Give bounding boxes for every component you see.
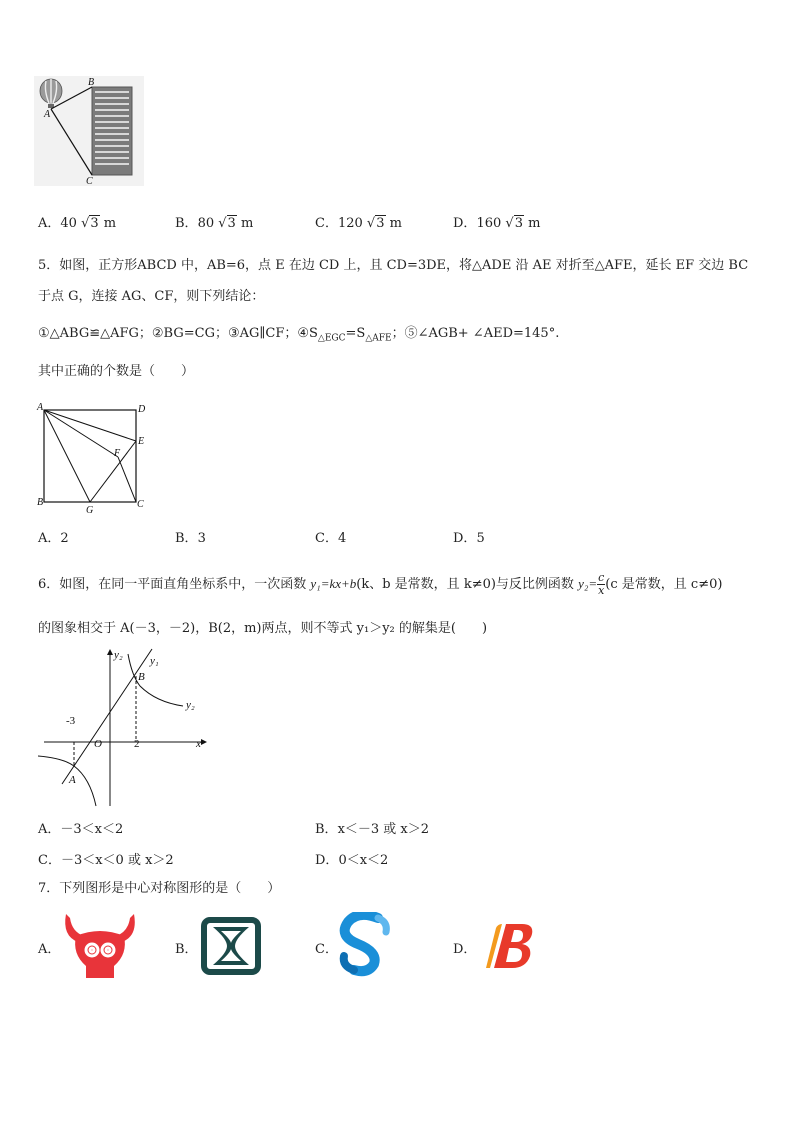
q4-option-b[interactable] — [175, 212, 253, 231]
q6-label-origin: O — [94, 738, 102, 750]
s-logo-icon[interactable] — [338, 912, 394, 982]
q6-stem-line1: 6．如图，在同一平面直角坐标系中，一次函数 y₁=kx+b(k、b 是常数，且 k≠0)与反比例函数 y₂= $\frac{c}{x}$ (c 是常数，且 c≠0) — [38, 571, 723, 597]
option-number: 80 — [197, 216, 215, 231]
q4-label-b: B — [88, 77, 95, 88]
option-number: 160 — [476, 216, 502, 231]
q4-option-a[interactable] — [38, 212, 116, 231]
q7-option-c-key[interactable]: C． — [315, 942, 338, 957]
line-y1 — [62, 649, 152, 784]
q4-label-a: A — [44, 109, 51, 120]
hyperbola-lower — [38, 756, 96, 806]
q5-stem-line2: 于点 G，连接 AG、CF，则下列结论： — [38, 289, 265, 304]
q5-option-b[interactable]: B．3 — [175, 531, 206, 546]
q6-label-x: x — [196, 738, 201, 750]
q5-label-d: D — [138, 404, 146, 415]
sqrt-icon: √ — [81, 216, 90, 231]
hourglass-icon[interactable] — [201, 917, 261, 975]
q5-statements: ①△ABG≌△AFG；②BG=CG；③AG∥CF；$④S_{\triangle EGC}=S_{\triangle AFE}$；⑤∠AGB+ ∠AED=145°. — [38, 326, 560, 344]
q7-option-b-key[interactable]: B． — [175, 942, 198, 957]
q6-graph — [38, 646, 213, 811]
q6-option-d[interactable]: D．0＜x＜2 — [315, 853, 389, 868]
q6-label-a: A — [69, 774, 76, 786]
q5-label-g: G — [86, 505, 94, 515]
q6-stem-line2: 的图象相交于 A(－3，－2)，B(2，m)两点，则不等式 y₁＞y₂ 的解集是( ) — [38, 621, 488, 636]
q7-option-d-key[interactable]: D． — [453, 942, 477, 957]
b-logo-icon[interactable] — [476, 920, 538, 972]
sqrt-icon: √ — [218, 216, 227, 231]
sqrt-icon: √ — [366, 216, 376, 231]
option-unit: m — [528, 216, 541, 231]
eq-linear: y₁=kx+b — [310, 576, 357, 591]
q6-option-a[interactable]: A．－3＜x＜2 — [38, 822, 124, 837]
q6-label-y2: y₂ — [186, 699, 195, 711]
building — [92, 87, 132, 175]
q5-option-d[interactable]: D．5 — [453, 531, 485, 546]
q6-option-b[interactable]: B．x＜－3 或 x＞2 — [315, 822, 430, 837]
option-key: D． — [453, 216, 477, 231]
radicand: 3 — [227, 216, 236, 231]
q6-label-b: B — [138, 671, 145, 683]
option-key: B． — [175, 216, 198, 231]
radicand: 3 — [514, 216, 523, 231]
q5-option-c[interactable]: C．4 — [315, 531, 347, 546]
fraction: $\frac{c}{x}$ — [598, 571, 605, 597]
eq-reciprocal-lhs: y₂= — [578, 576, 598, 591]
q7-stem: 7．下列图形是中心对称图形的是（ ） — [38, 881, 281, 896]
option-unit: m — [103, 216, 117, 231]
q5-label-e: E — [138, 436, 145, 447]
q5-question: 其中正确的个数是（ ） — [38, 364, 195, 379]
option-number: 40 — [60, 216, 77, 231]
radicand: 3 — [376, 216, 385, 231]
option-unit: m — [240, 216, 254, 231]
q5-label-a: A — [37, 402, 44, 413]
q4-option-c[interactable] — [315, 212, 402, 231]
option-number: 120 — [337, 216, 363, 231]
option-unit: m — [389, 216, 402, 231]
q4-figure — [34, 76, 144, 186]
ox-head-icon[interactable] — [62, 914, 138, 980]
q5-label-c: C — [137, 499, 144, 510]
q6-label-y1: y₁ — [150, 655, 159, 667]
q6-label-y2-axis: y₂ — [114, 649, 123, 661]
sqrt-icon: √ — [505, 216, 514, 231]
q5-figure — [34, 400, 154, 515]
radicand: 3 — [90, 216, 99, 231]
option-key: C． — [315, 216, 338, 231]
q5-label-b: B — [37, 497, 44, 508]
q7-option-a-key[interactable]: A． — [38, 942, 61, 957]
q5-label-f: F — [114, 448, 121, 459]
q6-label-2: 2 — [134, 738, 140, 750]
q5-option-a[interactable]: A．2 — [38, 531, 69, 546]
q6-option-c[interactable]: C．－3＜x＜0 或 x＞2 — [38, 853, 174, 868]
q5-stem-line1: 5．如图，正方形ABCD 中，AB=6，点 E 在边 CD 上，且 CD=3DE，将△ADE 沿 AE 对折至△AFE，延长 EF 交边 BC — [38, 258, 749, 273]
q4-label-c: C — [86, 176, 93, 186]
q6-label-minus3: -3 — [66, 715, 76, 727]
option-key: A． — [38, 216, 61, 231]
q4-option-d[interactable] — [453, 212, 540, 231]
